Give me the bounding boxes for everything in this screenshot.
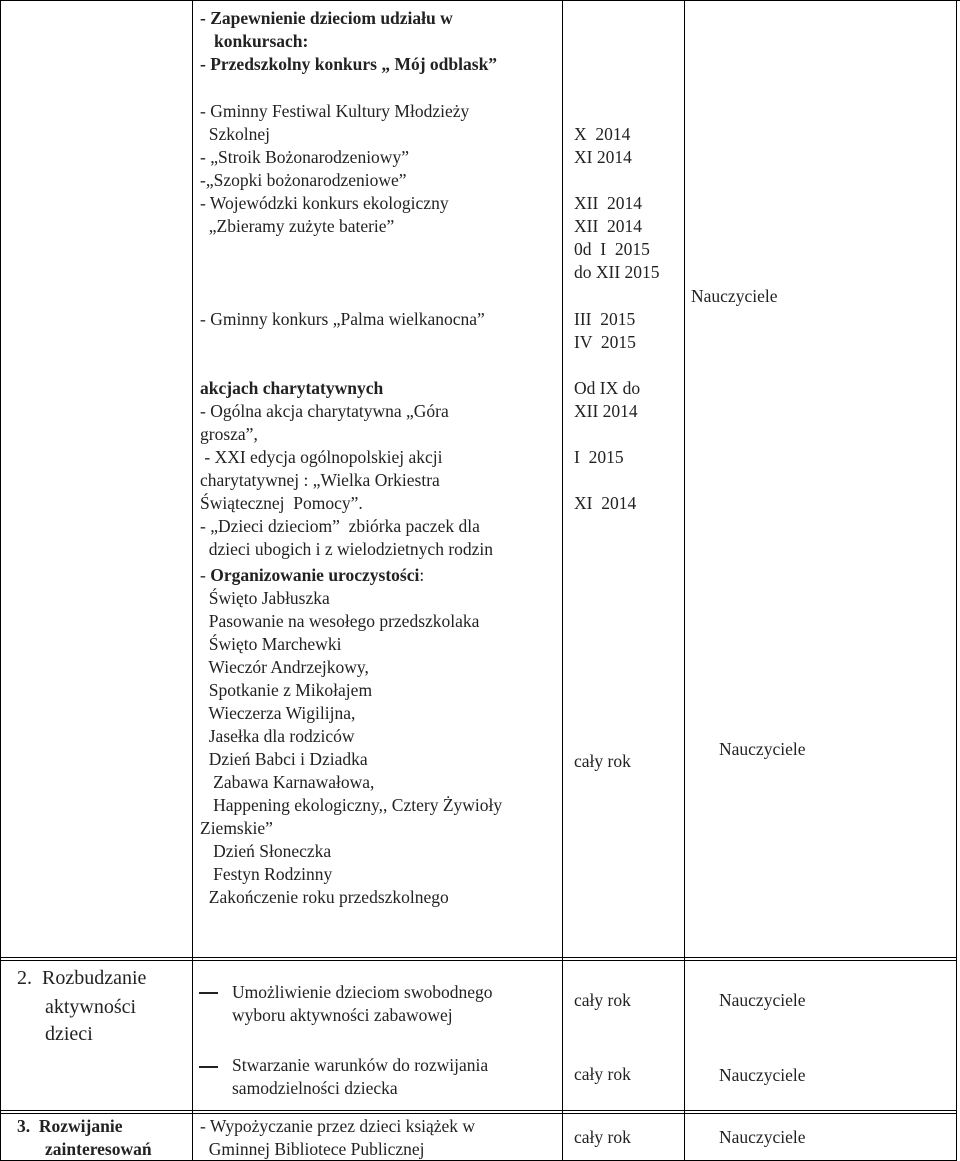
task-line: Umożliwienie dzieciom swobodnego	[232, 982, 493, 1002]
celebrations-title: Organizowanie uroczystości	[210, 565, 420, 585]
competitions-heading-line3-text: - Przedszkolny konkurs „ Mój odblask”	[200, 54, 498, 74]
charity-line: dzieci ubogich i z wielodzietnych rodzin	[200, 539, 494, 559]
charity-heading: akcjach charytatywnych	[200, 378, 384, 398]
task-date: cały rok	[574, 990, 631, 1010]
task-line: Gminnej Bibliotece Publicznej	[200, 1139, 425, 1159]
palm-competition: - Gminny konkurs „Palma wielkanocna”	[200, 309, 485, 329]
task-line: - Wypożyczanie przez dzieci książek w	[200, 1116, 476, 1136]
task-teacher: Nauczyciele	[719, 1065, 806, 1085]
palm-date: III 2015	[574, 309, 636, 329]
celebration-item: Wieczerza Wigilijna,	[200, 703, 356, 723]
task-line: Stwarzanie warunków do rozwijania	[232, 1055, 489, 1075]
section-2-title: 2. Rozbudzanie	[17, 967, 147, 989]
celebration-item: Święto Marchewki	[200, 634, 342, 654]
celebration-item: Dzień Babci i Dziadka	[200, 749, 368, 769]
competition-item: Szkolnej	[200, 124, 270, 144]
task-teacher: Nauczyciele	[719, 990, 806, 1010]
celebration-item: Festyn Rodzinny	[200, 864, 333, 884]
charity-date: Od IX do	[574, 378, 641, 398]
charity-line: Świątecznej Pomocy”.	[200, 493, 363, 513]
charity-date: XI 2014	[574, 493, 637, 513]
celebration-item: Zabawa Karnawałowa,	[200, 772, 375, 792]
competitions-heading-line3	[200, 53, 497, 76]
competition-item: - Wojewódzki konkurs ekologiczny	[200, 193, 449, 213]
dash-bullet-icon	[199, 992, 218, 994]
celebration-item: Zakończenie roku przedszkolnego	[200, 887, 449, 907]
competition-date: do XII 2015	[574, 262, 660, 282]
celebration-item: Jasełka dla rodziców	[200, 726, 355, 746]
task-line: wyboru aktywności zabawowej	[232, 1005, 453, 1025]
competition-date: XII 2014	[574, 216, 643, 236]
section-2-title: aktywności	[45, 996, 137, 1018]
competition-item: -„Szopki bożonarodzeniowe”	[200, 170, 407, 190]
celebration-item: Święto Jabłuszka	[200, 588, 330, 608]
competitions-teacher: Nauczyciele	[691, 286, 778, 306]
charity-date: I 2015	[574, 447, 624, 467]
celebration-item: Ziemskie”	[200, 818, 273, 838]
competition-item: - Gminny Festiwal Kultury Młodzieży	[200, 101, 470, 121]
competition-item: - „Stroik Bożonarodzeniowy”	[200, 147, 409, 167]
task-teacher: Nauczyciele	[719, 1127, 806, 1147]
celebrations-date: cały rok	[574, 751, 631, 771]
celebration-item: Pasowanie na wesołego przedszkolaka	[200, 611, 480, 631]
charity-line: - Ogólna akcja charytatywna „Góra	[200, 401, 449, 421]
celebration-item: Spotkanie z Mikołajem	[200, 680, 373, 700]
celebration-item: Wieczór Andrzejkowy,	[200, 657, 369, 677]
dash-bullet-icon	[199, 1066, 218, 1068]
competition-date: XII 2014	[574, 193, 643, 213]
competitions-heading-line2: konkursach:	[214, 31, 309, 51]
task-date: cały rok	[574, 1127, 631, 1147]
section-2-title: dzieci	[45, 1023, 93, 1045]
section-3-title: 3. Rozwijanie	[17, 1116, 123, 1136]
task-line: samodzielności dziecka	[232, 1078, 398, 1098]
competition-date: 0d I 2015	[574, 239, 650, 259]
celebration-item: Dzień Słoneczka	[200, 841, 332, 861]
charity-line: grosza”,	[200, 424, 258, 444]
task-date: cały rok	[574, 1064, 631, 1084]
charity-line: - „Dzieci dzieciom” zbiórka paczek dla	[200, 516, 480, 536]
palm-date: IV 2015	[574, 332, 636, 352]
celebrations-suffix: :	[419, 565, 425, 585]
charity-date: XII 2014	[574, 401, 638, 421]
competition-date: XI 2014	[574, 147, 632, 167]
charity-line: - XXI edycja ogólnopolskiej akcji	[200, 447, 443, 467]
celebrations-teacher: Nauczyciele	[719, 739, 806, 759]
celebrations-heading	[200, 564, 424, 587]
competitions-heading-line1: - Zapewnienie dzieciom udziału w	[200, 8, 453, 28]
competition-item: „Zbieramy zużyte baterie”	[200, 216, 395, 236]
celebrations-prefix: -	[200, 565, 211, 585]
celebration-item: Happening ekologiczny,, Cztery Żywioły	[200, 795, 503, 815]
charity-line: charytatywnej : „Wielka Orkiestra	[200, 470, 440, 490]
section-3-title: zainteresowań	[45, 1139, 152, 1159]
competition-date: X 2014	[574, 124, 631, 144]
